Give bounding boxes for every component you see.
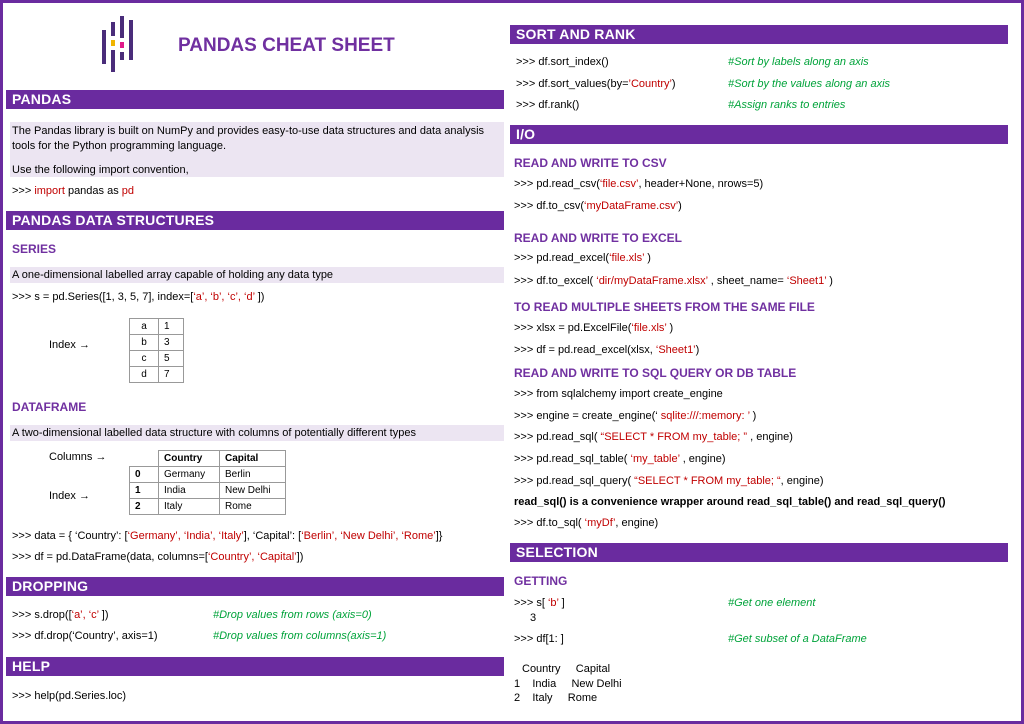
sql-note: read_sql() is a convenience wrapper around read_sql_table() and read_sql_query() [514, 496, 946, 508]
io-heading: I/O [510, 125, 1008, 144]
series-code: >>> s = pd.Series([1, 3, 5, 7], index=[‘a’, ‘b’, ‘c’, ‘d’ ]) [12, 291, 265, 303]
df-code: >>> df = pd.DataFrame(data, columns=[‘Country’, ‘Capital’]) [12, 551, 304, 563]
columns-label: Columns → [49, 451, 107, 463]
help-heading: HELP [6, 657, 504, 676]
sql-line-5: >>> pd.read_sql_query( “SELECT * FROM my_table; “, engine) [514, 475, 824, 487]
series-desc: A one-dimensional labelled array capable of holding any data type [12, 269, 334, 281]
df-country-cell: India [159, 483, 220, 499]
series-value-cell: 3 [159, 335, 184, 351]
sql-heading: READ AND WRITE TO SQL QUERY OR DB TABLE [514, 366, 797, 380]
csv-heading: READ AND WRITE TO CSV [514, 156, 667, 170]
get-line-1: >>> s[ ‘b’ ] [514, 597, 565, 609]
dataframe-row [130, 499, 286, 515]
pandas-desc-2: tools for the Python programming language. [12, 140, 227, 152]
df-capital-cell: Rome [220, 499, 286, 515]
structures-heading: PANDAS DATA STRUCTURES [6, 211, 504, 230]
csv-line-1: >>> pd.read_csv(‘file.csv’, header+None, nrows=5) [514, 178, 764, 190]
sql-line-1: >>> from sqlalchemy import create_engine [514, 388, 723, 400]
df-index-label: Index → [49, 490, 90, 502]
multi-line-1: >>> xlsx = pd.ExcelFile(‘file.xls’ ) [514, 322, 674, 334]
help-line: >>> help(pd.Series.loc) [12, 690, 127, 702]
output-row-1: 1 India New Delhi [514, 678, 622, 690]
output-row-2: 2 Italy Rome [514, 692, 598, 704]
drop-comment-2: #Drop values from columns(axis=1) [213, 630, 387, 642]
sql-line-4: >>> pd.read_sql_table( ‘my_table’ , engine) [514, 453, 726, 465]
output-header: Country Capital [522, 663, 611, 675]
df-index-cell: 1 [130, 483, 159, 499]
pandas-logo [102, 16, 142, 66]
data-code: >>> data = { ‘Country’: [‘Germany’, ‘India’, ‘Italy’], ‘Capital’: [‘Berlin’, ‘New Delhi’, ‘Rome’]} [12, 530, 443, 542]
df-header-capital: Capital [220, 451, 286, 467]
excel-line-2: >>> df.to_excel( ‘dir/myDataFrame.xlsx’ , sheet_name= ‘Sheet1’ ) [514, 275, 833, 287]
df-capital-cell: Berlin [220, 467, 286, 483]
df-desc: A two-dimensional labelled data structure with columns of potentially different types [12, 427, 416, 439]
sort-comment-2: #Sort by the values along an axis [728, 78, 891, 90]
multi-line-2: >>> df = pd.read_excel(xlsx, ‘Sheet1’) [514, 344, 700, 356]
selection-heading: SELECTION [510, 543, 1008, 562]
dataframe-row [130, 483, 286, 499]
sort-comment-1: #Sort by labels along an axis [728, 56, 869, 68]
get-result-1: 3 [530, 612, 537, 624]
sql-line-3: >>> pd.read_sql( “SELECT * FROM my_table; ” , engine) [514, 431, 793, 443]
df-header-country: Country [159, 451, 220, 467]
series-value-cell: 5 [159, 351, 184, 367]
sort-comment-3: #Assign ranks to entries [728, 99, 846, 111]
dataframe-row [130, 467, 286, 483]
df-country-cell: Italy [159, 499, 220, 515]
df-capital-cell: New Delhi [220, 483, 286, 499]
series-value-cell: 1 [159, 319, 184, 335]
series-row [130, 367, 184, 383]
sort-heading: SORT AND RANK [510, 25, 1008, 44]
sort-line-1: >>> df.sort_index() [516, 56, 609, 68]
df-country-cell: Germany [159, 467, 220, 483]
sql-line-2: >>> engine = create_engine(‘ sqlite:///:memory: ’ ) [514, 410, 757, 422]
page-title: PANDAS CHEAT SHEET [178, 35, 395, 56]
csv-line-2: >>> df.to_csv(‘myDataFrame.csv’) [514, 200, 682, 212]
series-table [129, 318, 184, 383]
get-comment-1: #Get one element [728, 597, 816, 609]
sql-line-6: >>> df.to_sql( ‘myDf’, engine) [514, 517, 659, 529]
drop-line-1: >>> s.drop([‘a’, ‘c’ ]) [12, 609, 109, 621]
sort-line-3: >>> df.rank() [516, 99, 580, 111]
pandas-desc-1: The Pandas library is built on NumPy and provides easy-to-use data structures and data analysis [12, 125, 485, 137]
dataframe-heading: DATAFRAME [12, 400, 87, 414]
excel-line-1: >>> pd.read_excel(‘file.xls’ ) [514, 252, 651, 264]
series-index-cell: a [130, 319, 159, 335]
get-comment-2: #Get subset of a DataFrame [728, 633, 867, 645]
series-index-cell: d [130, 367, 159, 383]
series-row [130, 319, 184, 335]
df-index-cell: 0 [130, 467, 159, 483]
pandas-heading: PANDAS [6, 90, 504, 109]
dropping-heading: DROPPING [6, 577, 504, 596]
drop-comment-1: #Drop values from rows (axis=0) [213, 609, 372, 621]
pandas-desc-3: Use the following import convention, [12, 164, 189, 176]
getting-heading: GETTING [514, 574, 568, 588]
import-line: >>> import pandas as pd [12, 185, 135, 197]
multi-sheets-heading: TO READ MULTIPLE SHEETS FROM THE SAME FILE [514, 300, 815, 314]
series-index-cell: b [130, 335, 159, 351]
get-line-2: >>> df[1: ] [514, 633, 564, 645]
dataframe-table [129, 450, 286, 515]
series-row [130, 335, 184, 351]
series-index-label: Index → [49, 339, 90, 351]
series-index-cell: c [130, 351, 159, 367]
excel-heading: READ AND WRITE TO EXCEL [514, 231, 683, 245]
series-row [130, 351, 184, 367]
sort-line-2: >>> df.sort_values(by=’Country’) [516, 78, 676, 90]
drop-line-2: >>> df.drop(‘Country’, axis=1) [12, 630, 158, 642]
series-value-cell: 7 [159, 367, 184, 383]
series-heading: SERIES [12, 242, 57, 256]
df-index-cell: 2 [130, 499, 159, 515]
